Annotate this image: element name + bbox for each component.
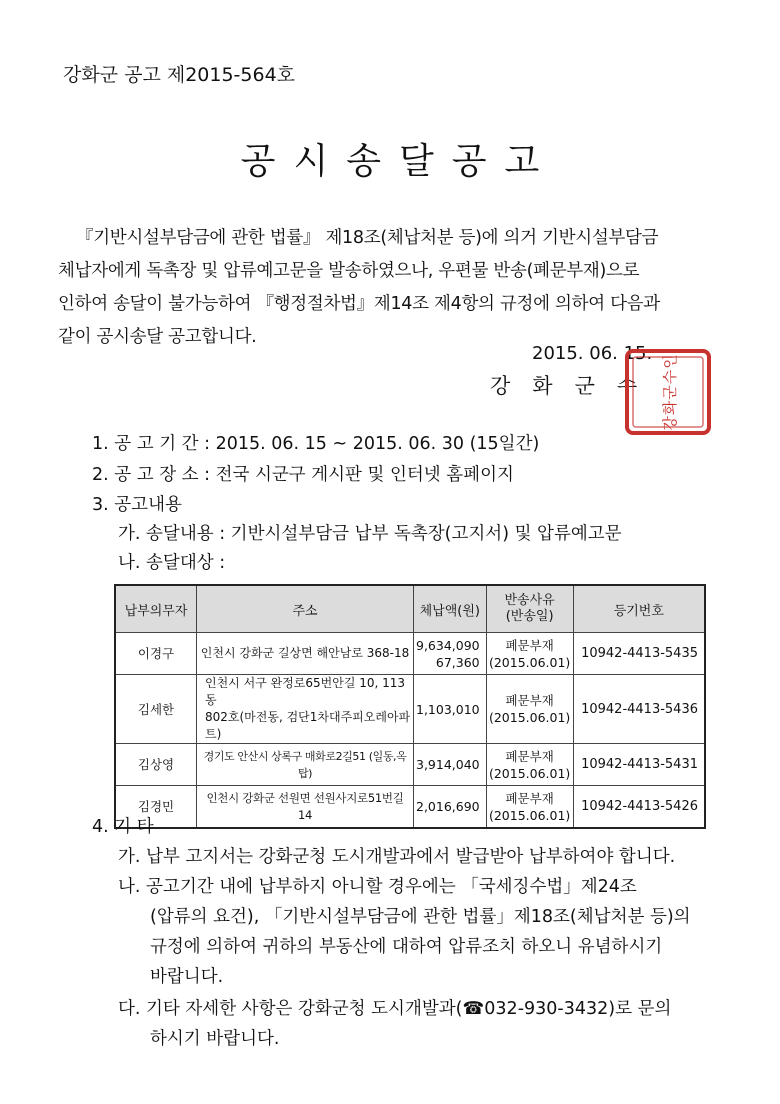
cell-reason: 폐문부재 (2015.06.01): [486, 675, 573, 744]
table-row: [115, 675, 705, 744]
page-title: 공시송달공고: [240, 141, 558, 182]
body-line: 같이 공시송달 공고합니다.: [58, 327, 257, 347]
other-c-line: 하시기 바랍니다.: [150, 1029, 280, 1049]
table-row: [115, 786, 705, 829]
other-b-line: (압류의 요건), 「기반시설부담금에 관한 법률」제18조(체납처분 등)의: [150, 907, 691, 927]
other-b-line: 바랍니다.: [150, 967, 224, 987]
other-a: 가. 납부 고지서는 강화군청 도시개발과에서 발급받아 납부하여야 합니다.: [118, 847, 676, 867]
item-content-b: 나. 송달대상 :: [118, 553, 226, 573]
cell-reason: 폐문부재 (2015.06.01): [486, 744, 573, 786]
cell-address: 인천시 강화군 선원면 선원사지로51번길 14: [197, 786, 414, 829]
notice-number: 강화군 공고 제2015-564호: [63, 64, 296, 86]
header-address: 주소: [197, 585, 414, 633]
header-registration: 등기번호: [573, 585, 705, 633]
cell-name: 김상영: [115, 744, 197, 786]
seal-text: 강화군수인: [661, 353, 679, 431]
cell-address: 인천시 강화군 길상면 해안남로 368-18: [197, 633, 414, 675]
cell-registration: 10942-4413-5431: [573, 744, 705, 786]
cell-registration: 10942-4413-5436: [573, 675, 705, 744]
cell-name: 김경민: [115, 786, 197, 829]
issuer-name: 강화군수: [490, 374, 660, 398]
cell-amount: 2,016,690: [414, 786, 487, 829]
cell-address: 인천시 서구 완정로65번안길 10, 113동 802호(마전동, 검단1차대주피오레아파트): [197, 675, 414, 744]
item-period: 1. 공 고 기 간 : 2015. 06. 15 ~ 2015. 06. 30 (15일간): [92, 434, 540, 454]
cell-amount: 9,634,090 67,360: [414, 633, 487, 675]
cell-registration: 10942-4413-5426: [573, 786, 705, 829]
recipients-table: [114, 584, 706, 829]
item-content-a: 가. 송달내용 : 기반시설부담금 납부 독촉장(고지서) 및 압류예고문: [118, 524, 622, 544]
body-line: 체납자에게 독촉장 및 압류예고문을 발송하였으나, 우편물 반송(폐문부재)으로: [58, 261, 640, 281]
cell-reason: 폐문부재 (2015.06.01): [486, 633, 573, 675]
cell-amount: 1,103,010: [414, 675, 487, 744]
cell-registration: 10942-4413-5435: [573, 633, 705, 675]
other-heading: 4. 기 타: [92, 817, 154, 837]
other-b-line: 규정에 의하여 귀하의 부동산에 대하여 압류조치 하오니 유념하시기: [150, 937, 663, 957]
other-b-line: 나. 공고기간 내에 납부하지 아니할 경우에는 「국세징수법」제24조: [118, 877, 637, 897]
issue-date: 2015. 06. 15.: [532, 343, 653, 364]
body-line: 인하여 송달이 불가능하여 『행정절차법』제14조 제4항의 규정에 의하여 다음과: [58, 294, 660, 314]
body-paragraph: [58, 222, 718, 354]
header-name: 납부의무자: [115, 585, 197, 633]
item-place: 2. 공 고 장 소 : 전국 시군구 게시판 및 인터넷 홈페이지: [92, 465, 514, 485]
cell-name: 이경구: [115, 633, 197, 675]
header-amount: 체납액(원): [414, 585, 487, 633]
cell-name: 김세한: [115, 675, 197, 744]
item-content-heading: 3. 공고내용: [92, 495, 182, 515]
cell-address: 경기도 안산시 상록구 매화로2길51 (일동,옥탑): [197, 744, 414, 786]
official-seal-icon: [623, 347, 713, 437]
table-row: [115, 744, 705, 786]
other-c-line: 다. 기타 자세한 사항은 강화군청 도시개발과(☎032-930-3432)로 문의: [118, 999, 672, 1019]
header-reason: 반송사유 (반송일): [486, 585, 573, 633]
cell-reason: 폐문부재 (2015.06.01): [486, 786, 573, 829]
table-header-row: [115, 585, 705, 633]
table-row: [115, 633, 705, 675]
body-line: 『기반시설부담금에 관한 법률』 제18조(체납처분 등)에 의거 기반시설부담금: [76, 228, 659, 248]
cell-amount: 3,914,040: [414, 744, 487, 786]
